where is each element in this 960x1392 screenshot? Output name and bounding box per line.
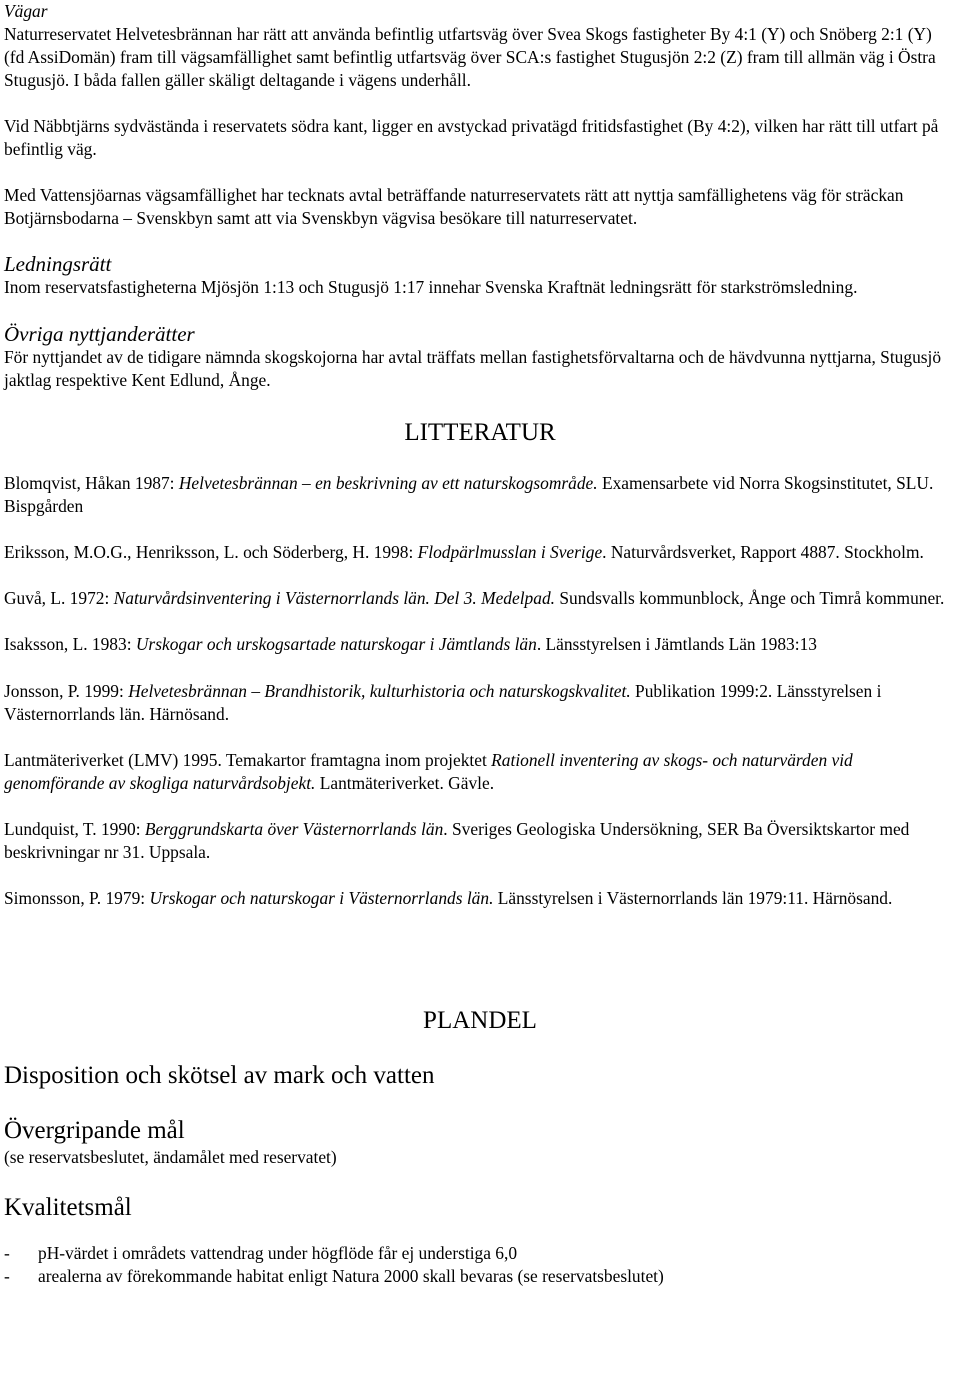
reference-title: Helvetesbrännan – Brandhistorik, kulturhistoria och naturskogskvalitet.: [128, 681, 631, 701]
reference-publisher: Publikation 1999:2. Länsstyrelsen i Västernorrlands län. Härnösand.: [4, 681, 882, 724]
reference-title: Urskogar och urskogsartade naturskogar i Jämtlands län: [135, 634, 537, 654]
reference-publisher: Examensarbete vid Norra Skogsinstitutet, SLU. Bispgården: [4, 473, 934, 516]
vagar-paragraph-3: Med Vattensjöarnas vägsamfällighet har tecknats avtal beträffande naturreservatets rätt att nyttja samfällighetens väg för sträckan Botjärnsbodarna – Svenskbyn samt att via Svenskbyn vägvisa besökare till naturreservatet.: [4, 185, 904, 228]
reference-author: Lundquist, T. 1990:: [4, 819, 145, 839]
list-item: [4, 1242, 956, 1265]
reference-title: Flodpärlmusslan i Sverige: [417, 542, 603, 562]
overgripande-subtext: (se reservatsbeslutet, ändamålet med reservatet): [4, 1147, 337, 1167]
reference-item: [4, 749, 956, 795]
list-item-text: pH-värdet i områdets vattendrag under högflöde får ej understiga 6,0: [38, 1243, 518, 1263]
reference-author: Simonsson, P. 1979:: [4, 888, 150, 908]
list-item-text: arealerna av förekommande habitat enligt Natura 2000 skall bevaras (se reservatsbeslutet): [38, 1266, 664, 1286]
reference-title: Urskogar och naturskogar i Västernorrlands län.: [149, 888, 494, 908]
reference-item: [4, 887, 956, 910]
reference-list: [4, 472, 956, 910]
overgripande-heading: Övergripande mål: [4, 1117, 185, 1144]
reference-publisher: Lantmäteriverket. Gävle.: [315, 773, 495, 793]
list-item: [4, 1265, 956, 1288]
reference-publisher: Sundsvalls kommunblock, Ånge och Timrå kommuner.: [555, 588, 945, 608]
kvalitetsmal-list: [4, 1242, 956, 1288]
vagar-paragraph-1: Naturreservatet Helvetesbrännan har rätt att använda befintlig utfartsväg över Svea Skogs fastigheter By 4:1 (Y) och Snöberg 2:1 (Y) (fd AssiDomän) fram till vägsamfällighet samt befintlig utfartsväg över SCA:s fastighet Stugusjön 2:2 (Z) fram till allmän väg i Östra Stugusjö. I båda fallen gäller skäligt deltagande i vägens underhåll.: [4, 24, 936, 90]
reference-title: Rationell inventering av skogs- och naturvärden vid genomförande av skogliga naturvårdsobjekt.: [4, 750, 853, 793]
reference-title: Helvetesbrännan – en beskrivning av ett naturskogsområde.: [178, 473, 598, 493]
reference-author: Eriksson, M.O.G., Henriksson, L. och Söderberg, H. 1998:: [4, 542, 418, 562]
reference-publisher: . Länsstyrelsen i Jämtlands Län 1983:13: [536, 634, 817, 654]
reference-publisher: Länsstyrelsen i Västernorrlands län 1979:11. Härnösand.: [493, 888, 893, 908]
reference-item: [4, 680, 956, 726]
litteratur-heading: LITTERATUR: [404, 419, 556, 446]
list-dash: -: [4, 1243, 10, 1263]
plandel-heading: PLANDEL: [423, 1007, 537, 1034]
reference-item: [4, 633, 956, 656]
reference-author: Lantmäteriverket (LMV) 1995. Temakartor framtagna inom projektet: [4, 750, 492, 770]
reference-item: [4, 818, 956, 864]
vagar-heading: Vägar: [4, 1, 48, 21]
kvalitetsmal-heading: Kvalitetsmål: [4, 1194, 132, 1221]
vagar-paragraph-2: Vid Näbbtjärns sydvästända i reservatets södra kant, ligger en avstyckad privatägd fritidsfastighet (By 4:2), vilken har rätt till utfart på befintlig väg.: [4, 116, 939, 159]
reference-publisher: . Naturvårdsverket, Rapport 4887. Stockholm.: [602, 542, 924, 562]
reference-item: [4, 587, 956, 610]
reference-publisher: . Sveriges Geologiska Undersökning, SER Ba Översiktskartor med beskrivningar nr 31. Uppsala.: [4, 819, 910, 862]
reference-author: Guvå, L. 1972:: [4, 588, 114, 608]
ovriga-heading: Övriga nyttjanderätter: [4, 322, 195, 346]
list-dash: -: [4, 1266, 10, 1286]
reference-title: Naturvårdsinventering i Västernorrlands län. Del 3. Medelpad.: [113, 588, 555, 608]
ovriga-text: För nyttjandet av de tidigare nämnda skogskojorna har avtal träffats mellan fastighetsförvaltarna och de hävdvunna nyttjarna, Stugusjö jaktlag respektive Kent Edlund, Ånge.: [4, 347, 942, 390]
reference-author: Blomqvist, Håkan 1987:: [4, 473, 179, 493]
disposition-heading: Disposition och skötsel av mark och vatten: [4, 1062, 435, 1089]
reference-item: [4, 541, 956, 564]
reference-title: Berggrundskarta över Västernorrlands län: [144, 819, 444, 839]
reference-author: Jonsson, P. 1999:: [4, 681, 129, 701]
reference-author: Isaksson, L. 1983:: [4, 634, 136, 654]
document-page: [4, 0, 956, 1288]
ledningsratt-text: Inom reservatsfastigheterna Mjösjön 1:13 och Stugusjö 1:17 innehar Svenska Kraftnät ledningsrätt för starkströmsledning.: [4, 277, 858, 297]
reference-item: [4, 472, 956, 518]
ledningsratt-heading: Ledningsrätt: [4, 252, 112, 276]
